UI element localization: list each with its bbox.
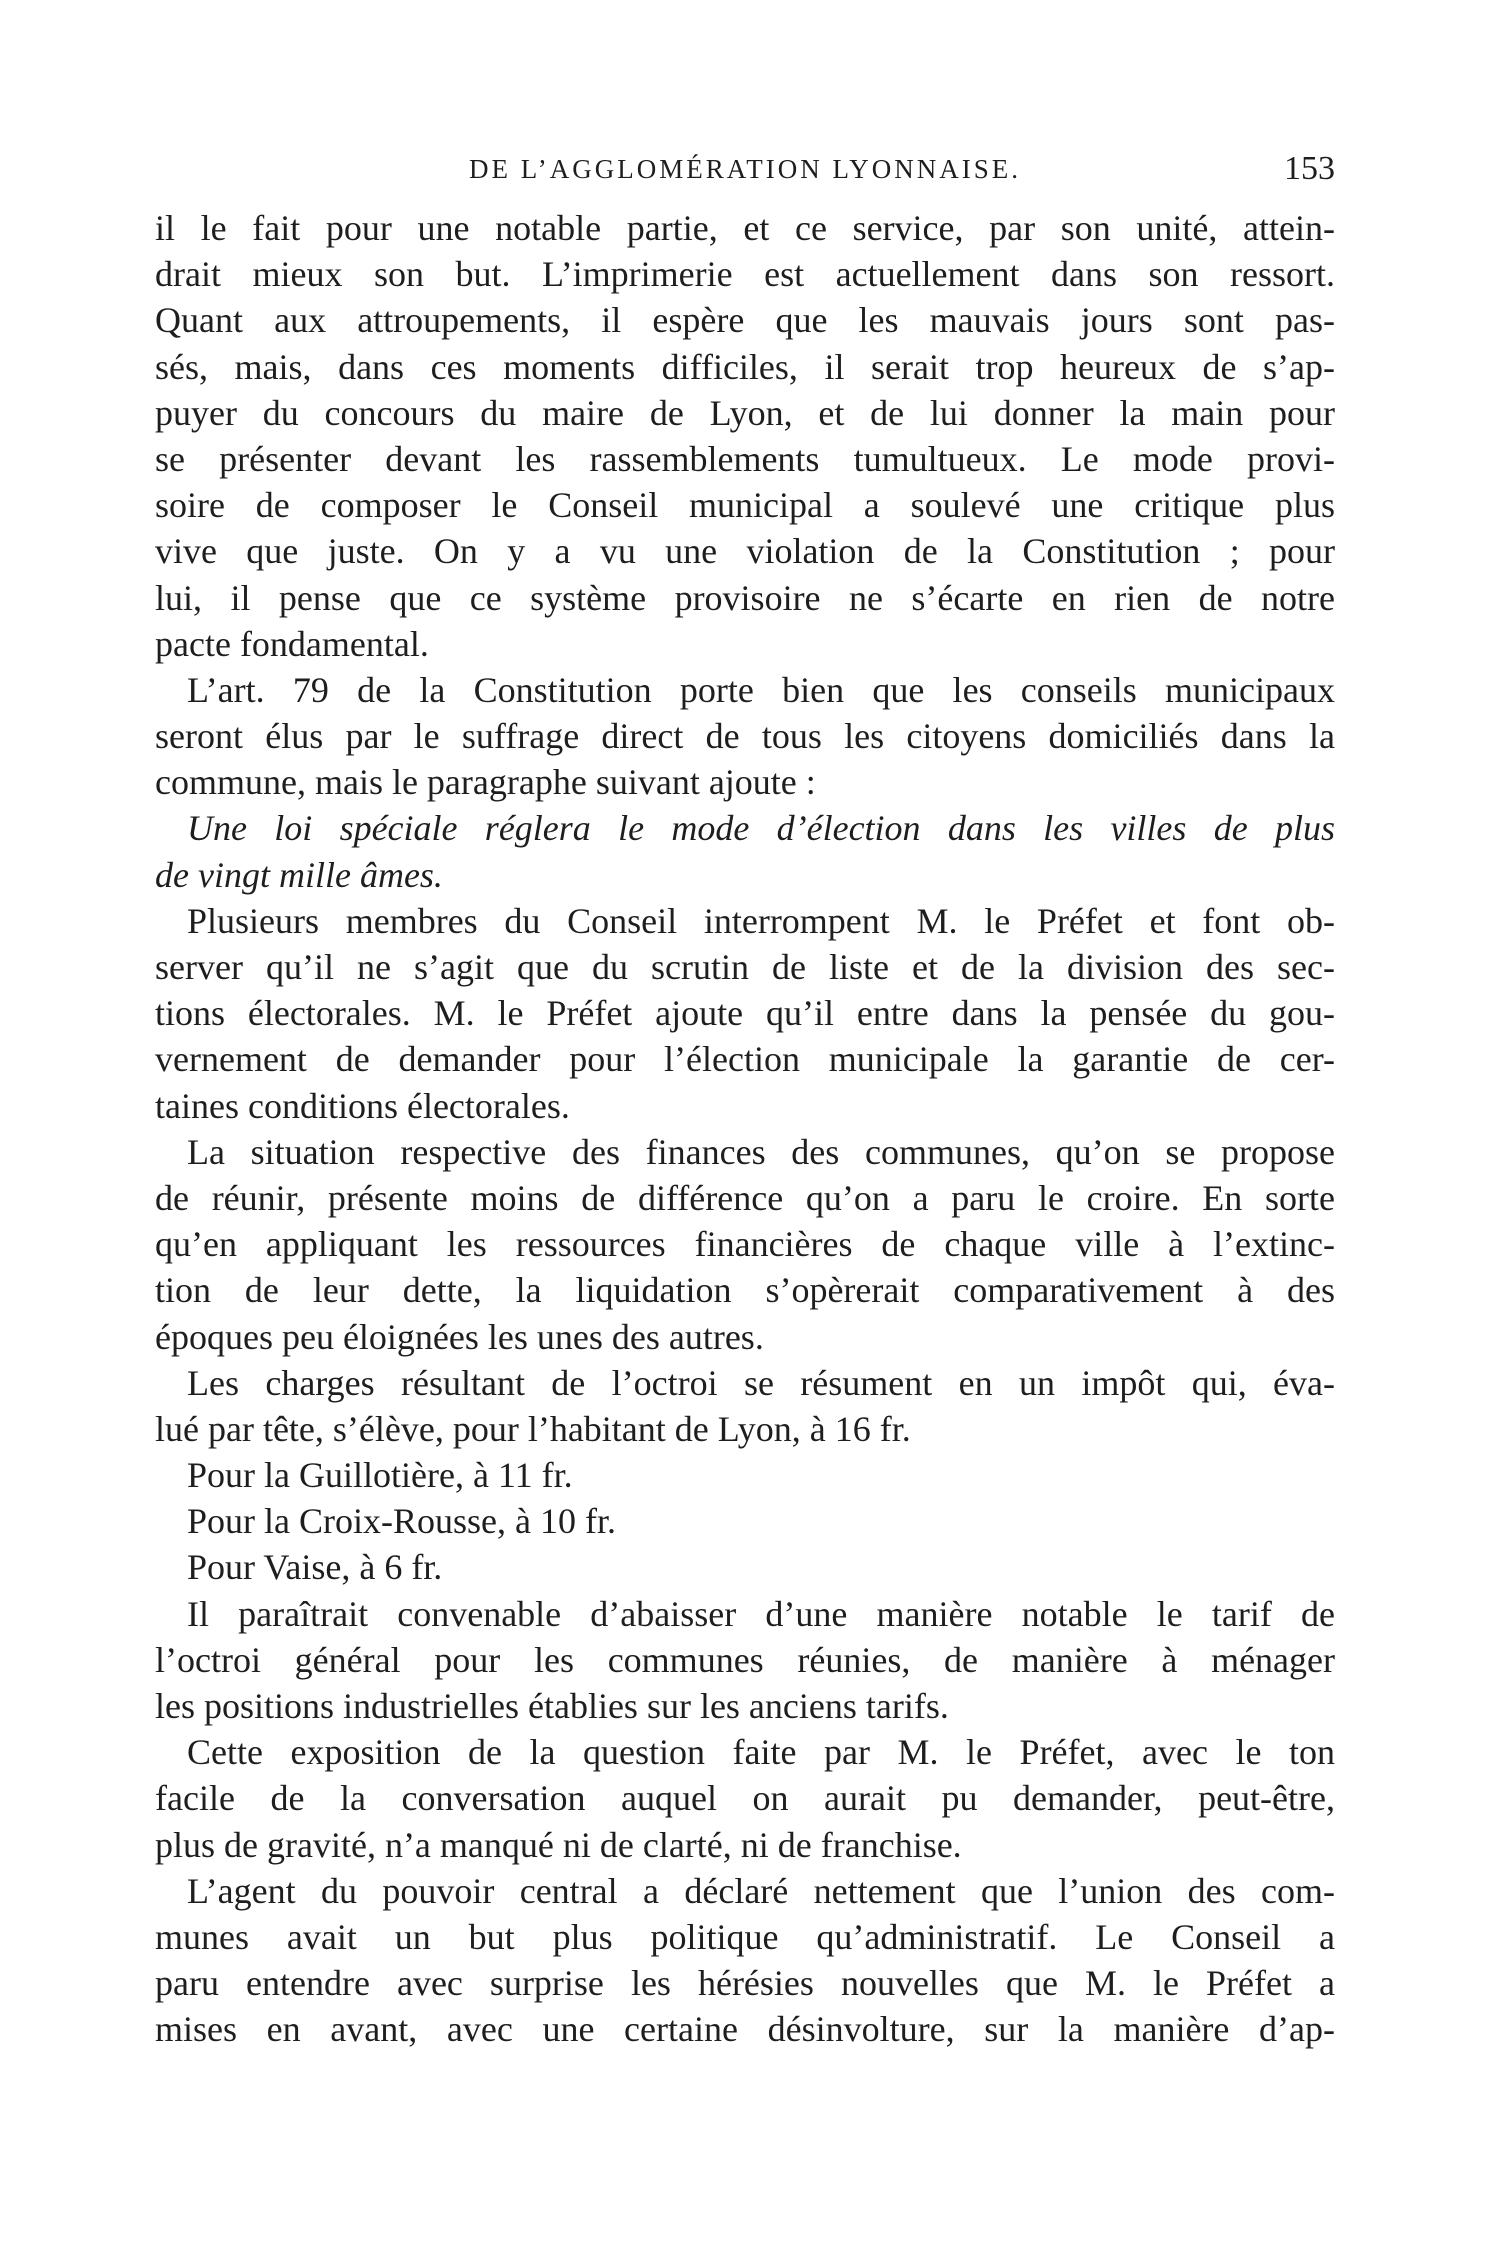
page-number: 153 <box>1284 150 1335 187</box>
text-line: époques peu éloignées les unes des autres. <box>155 1316 764 1357</box>
text-line: L’art. 79 de la Constitution porte bien que les conseils municipaux <box>187 669 1335 710</box>
running-head <box>155 150 1335 190</box>
text-line: soire de composer le Conseil municipal a soulevé une critique plus <box>155 485 1335 526</box>
text-line: tions électorales. M. le Préfet ajoute qu’il entre dans la pensée du gou- <box>155 993 1335 1034</box>
text-line: de réunir, présente moins de différence qu’on a paru le croire. En sorte <box>155 1177 1335 1218</box>
text-line: tion de leur dette, la liquidation s’opèrerait comparativement à des <box>155 1270 1335 1311</box>
text-line: Il paraîtrait convenable d’abaisser d’une manière notable le tarif de <box>187 1593 1335 1634</box>
body-text <box>155 205 1335 2053</box>
text-line: vernement de demander pour l’élection municipale la garantie de cer- <box>155 1039 1335 1080</box>
text-line: Les charges résultant de l’octroi se résument en un impôt qui, éva- <box>187 1362 1335 1403</box>
text-line: l’octroi général pour les communes réunies, de manière à ménager <box>155 1639 1335 1680</box>
text-line: mises en avant, avec une certaine désinvolture, sur la manière d’ap- <box>155 2009 1335 2050</box>
text-line: facile de la conversation auquel on aurait pu demander, peut-être, <box>155 1778 1335 1819</box>
text-line: paru entendre avec surprise les hérésies nouvelles que M. le Préfet a <box>155 1963 1335 2004</box>
text-line: de vingt mille âmes. <box>155 854 443 895</box>
text-line: vive que juste. On y a vu une violation de la Constitution ; pour <box>155 531 1335 572</box>
text-line: Pour la Croix-Rousse, à 10 fr. <box>187 1501 616 1542</box>
text-line: Quant aux attroupements, il espère que les mauvais jours sont pas- <box>155 300 1335 341</box>
text-line: Pour Vaise, à 6 fr. <box>187 1547 443 1588</box>
text-line: il le fait pour une notable partie, et ce service, par son unité, attein- <box>155 208 1335 248</box>
text-line: Pour la Guillotière, à 11 fr. <box>187 1455 573 1496</box>
text-line: taines conditions électorales. <box>155 1085 570 1126</box>
text-line: plus de gravité, n’a manqué ni de clarté, ni de franchise. <box>155 1824 962 1865</box>
text-line: lué par tête, s’élève, pour l’habitant de Lyon, à 16 fr. <box>155 1408 911 1449</box>
text-line: se présenter devant les rassemblements tumultueux. Le mode provi- <box>155 438 1335 479</box>
text-line: puyer du concours du maire de Lyon, et de lui donner la main pour <box>155 392 1335 433</box>
text-line: drait mieux son but. L’imprimerie est actuellement dans son ressort. <box>155 254 1335 295</box>
running-title: DE L’AGGLOMÉRATION LYONNAISE. <box>468 154 1021 184</box>
text-line: Plusieurs membres du Conseil interrompent M. le Préfet et font ob- <box>187 900 1335 941</box>
text-line: commune, mais le paragraphe suivant ajoute : <box>155 762 816 803</box>
text-line: les positions industrielles établies sur les anciens tarifs. <box>155 1686 949 1726</box>
text-line: munes avait un but plus politique qu’administratif. Le Conseil a <box>155 1916 1335 1957</box>
text-line: pacte fondamental. <box>155 623 429 664</box>
text-line: lui, il pense que ce système provisoire ne s’écarte en rien de notre <box>155 577 1335 618</box>
text-line: L’agent du pouvoir central a déclaré nettement que l’union des com- <box>187 1870 1335 1911</box>
text-line: sés, mais, dans ces moments difficiles, il serait trop heureux de s’ap- <box>155 346 1335 387</box>
text-line: server qu’il ne s’agit que du scrutin de liste et de la division des sec- <box>155 947 1335 987</box>
text-line: Cette exposition de la question faite par M. le Préfet, avec le ton <box>187 1732 1335 1773</box>
text-line: qu’en appliquant les ressources financières de chaque ville à l’extinc- <box>155 1224 1335 1265</box>
text-line: La situation respective des finances des communes, qu’on se propose <box>187 1131 1335 1172</box>
text-line: Une loi spéciale réglera le mode d’élection dans les villes de plus <box>187 808 1335 849</box>
text-line: seront élus par le suffrage direct de tous les citoyens domiciliés dans la <box>155 716 1335 757</box>
